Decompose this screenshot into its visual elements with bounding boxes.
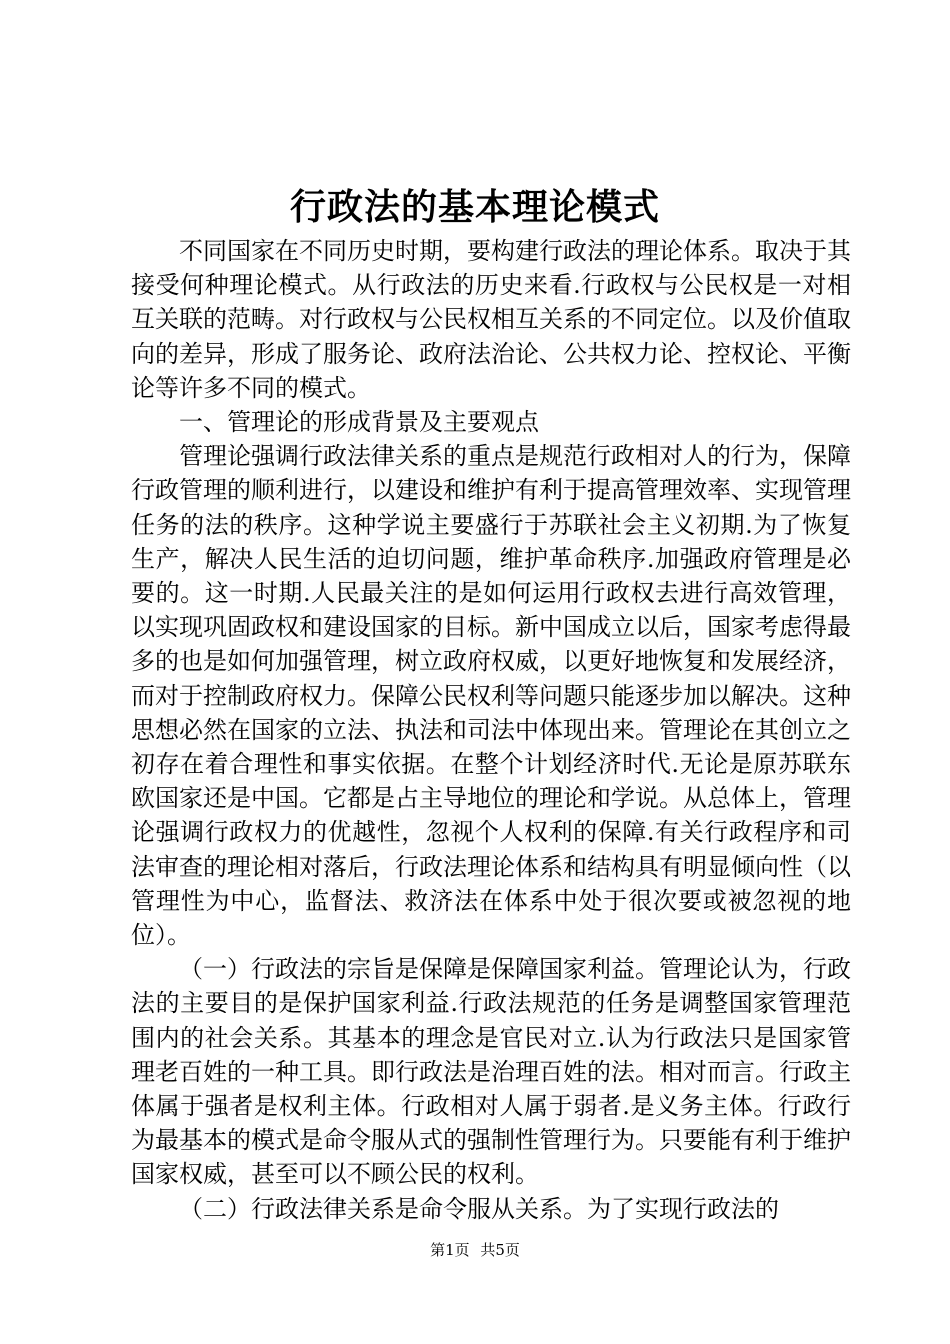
paragraph-point-1: （一）行政法的宗旨是保障是保障国家利益。管理论认为，行政法的主要目的是保护国家利益.行政法规范的任务是调整国家管理范围内的社会关系。其基本的理念是官民对立.认为行政法只是国家管理老百姓的一种工具。即行政法是治理百姓的法。相对而言。行政主体属于强者是权利主体。行政相对人属于弱者.是义务主体。行政行为最基本的模式是命令服从式的强制性管理行为。只要能有利于维护国家权威，甚至可以不顾公民的权利。 [131, 955, 851, 1189]
page-number: 第1页 [430, 1241, 470, 1259]
document-body [131, 234, 851, 1226]
document-title: 行政法的基本理论模式 [289, 187, 660, 228]
section-heading-1: 一、管理论的形成背景及主要观点 [179, 408, 539, 437]
paragraph-management-theory: 管理论强调行政法律关系的重点是规范行政相对人的行为，保障行政管理的顺利进行，以建设和维护有利于提高管理效率、实现管理任务的法的秩序。这种学说主要盛行于苏联社会主义初期.为了恢复生产，解决人民生活的迫切问题，维护革命秩序.加强政府管理是必要的。这一时期.人民最关注的是如何运用行政权去进行高效管理，以实现巩固政权和建设国家的目标。新中国成立以后，国家考虑得最多的也是如何加强管理，树立政府权威，以更好地恢复和发展经济，而对于控制政府权力。保障公民权利等问题只能逐步加以解决。这种思想必然在国家的立法、执法和司法中体现出来。管理论在其创立之初存在着合理性和事实依据。在整个计划经济时代.无论是原苏联东欧国家还是中国。它都是占主导地位的理论和学说。从总体上，管理论强调行政权力的优越性，忽视个人权利的保障.有关行政程序和司法审查的理论相对落后，行政法理论体系和结构具有明显倾向性（以管理性为中心，监督法、救济法在体系中处于很次要或被忽视的地位）。 [131, 442, 851, 950]
paragraph-point-2: （二）行政法律关系是命令服从关系。为了实现行政法的 [179, 1194, 779, 1223]
page-total: 共5页 [480, 1241, 520, 1259]
page-footer [0, 1240, 950, 1260]
paragraph-intro: 不同国家在不同历史时期，要构建行政法的理论体系。取决于其接受何种理论模式。从行政法的历史来看.行政权与公民权是一对相互关联的范畴。对行政权与公民权相互关系的不同定位。以及价值取向的差异，形成了服务论、政府法治论、公共权力论、控权论、平衡论等许多不同的模式。 [131, 237, 851, 402]
